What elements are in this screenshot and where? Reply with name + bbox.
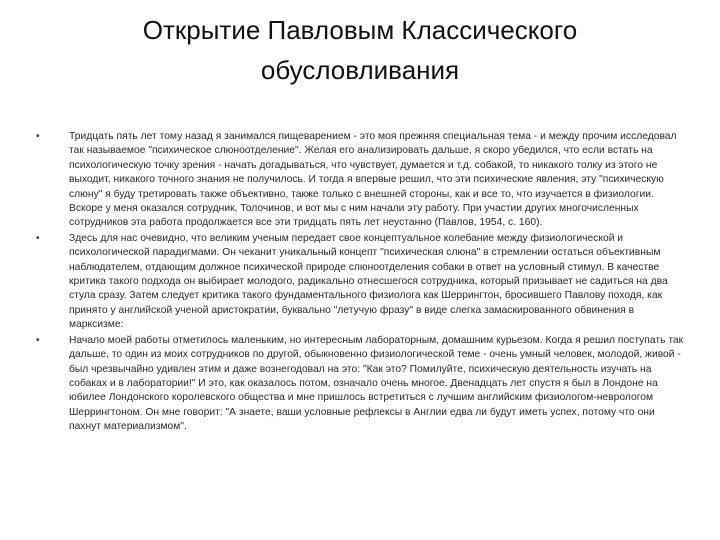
paragraph-text: Здесь для нас очевидно, что великим ученым передает свое концептуальное колебание между физиологической и психологической парадигмами. Он чеканит уникальный концепт "психическая слюна" в стремлении остаться объективным наблюдателем, отдающим должное психической природе слюноотделения собаки в ответ на условный стимул. В качестве критика такого подхода он выбирает молодого, радикально отнесшегося сотрудника, который призывает не садиться на два стула сразу. Затем следует критика такого фундаментального физиолога как Шеррингтон, бросившего Павлову походя, как принято у английской ученой аристократии, буквально "летучую фразу" в виде слегка замаскированного обвинения в марксизме: — [69, 232, 668, 331]
bullet-marker: • — [36, 334, 40, 346]
bullet-marker: • — [36, 232, 40, 244]
bullet-list — [36, 130, 684, 436]
slide-title-line-1: Открытие Павловым Классического — [142, 15, 578, 45]
bullet-marker: • — [36, 131, 40, 142]
bullet-item-2 — [36, 232, 684, 333]
bullet-item-3 — [36, 334, 684, 435]
paragraph-text: Тридцать пять лет тому назад я занимался пищеварением - это моя прежняя специальная тема - и между прочим исследовал так называемое "психическое слюноотделение". Желая его анализировать дальше, я скоро убедился, что если встать на психологическую точку зрения - начать догадываться, что чувствует, думается и т.д. собакой, то никакого толку из этого не выходит, никакого точного знания не получилось. И тогда я впервые решил, что эти психические явления, эту "психическую слюну" я буду третировать также объективно, также только с внешней стороны, как и все то, что изучается в физиологии. Вскоре у меня оказался сотрудник, Толочинов, и вот мы с ним начали эту работу. При участии других многочисленных сотрудников эта работа продолжается все эти тридцать пять лет неустанно (Павлов, 1954, с. 160). — [69, 131, 677, 229]
paragraph-text: Начало моей работы отметилось маленьким, но интересным лабораторным, домашним курьезом. Когда я решил поступать так дальше, то один из моих сотрудников по другой, обыкновенно физиологической теме - очень умный человек, молодой, живой - был чрезвычайно удивлен этим и даже вознегодовал на это: "Как это? Помилуйте, психическую деятельность изучать на собаках и в лаборатории!" И это, как оказалось потом, означало очень многое. Двенадцать лет спустя я был в Лондоне на юбилее Лондонского королевского общества и мне пришлось встретиться с лучшим английским физиологом-неврологом Шеррингтоном. Он мне говорит: "А знаете, ваши условные рефлексы в Англии едва ли будут иметь успех, потому что они пахнут материализмом". — [69, 334, 684, 433]
slide-title — [60, 10, 660, 90]
slide-title-line-2: обусловливания — [260, 55, 460, 85]
bullet-item-1 — [36, 130, 684, 231]
